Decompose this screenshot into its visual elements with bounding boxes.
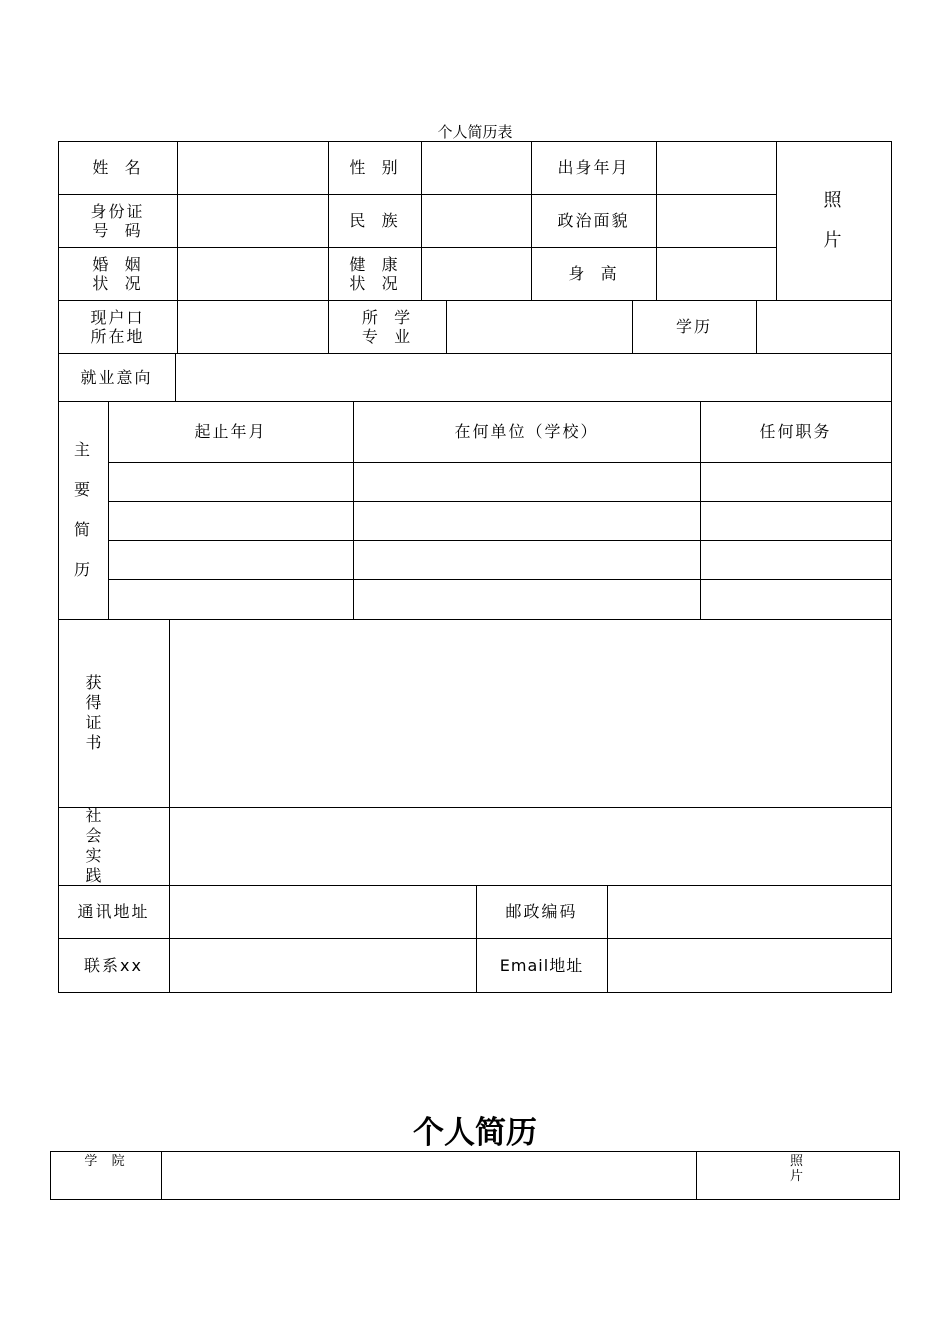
table-line bbox=[656, 141, 657, 301]
table-line bbox=[446, 300, 447, 354]
label-social-practice: 社 会 实 践 bbox=[85, 806, 104, 885]
label-id-number bbox=[58, 194, 177, 247]
label-hukou-line1: 现户口 bbox=[90, 307, 145, 327]
table-line bbox=[108, 462, 892, 463]
label-id-line2: 号 码 bbox=[92, 220, 143, 240]
second-form-title: 个人简历 bbox=[413, 1115, 537, 1151]
label-hukou bbox=[58, 300, 177, 353]
label-email: Email地址 bbox=[499, 955, 584, 975]
table-line bbox=[58, 619, 892, 620]
label-photo-2: 照 片 bbox=[789, 1154, 805, 1184]
label-major-line2: 专 业 bbox=[361, 326, 413, 346]
table-line bbox=[58, 938, 892, 939]
label-hukou-line2: 所在地 bbox=[90, 326, 145, 346]
table-line bbox=[161, 1151, 162, 1200]
label-main-history: 主 要 简 历 bbox=[73, 440, 92, 579]
table-line bbox=[58, 885, 892, 886]
table-line bbox=[175, 353, 176, 402]
table-line bbox=[177, 141, 178, 354]
label-marital bbox=[58, 247, 177, 300]
table-line bbox=[421, 141, 422, 301]
label-id-line1: 身份证 bbox=[90, 201, 145, 221]
table-line bbox=[607, 885, 608, 993]
label-address: 通讯地址 bbox=[77, 902, 150, 921]
table-line bbox=[58, 141, 892, 142]
label-contact: 联系xx bbox=[84, 955, 143, 975]
table-line bbox=[58, 300, 892, 301]
label-health-line1: 健 康 bbox=[349, 254, 400, 274]
table-line bbox=[108, 540, 892, 541]
label-name: 姓 名 bbox=[92, 158, 143, 177]
label-health bbox=[328, 247, 421, 300]
table-line bbox=[108, 501, 892, 502]
header-position: 任何职务 bbox=[759, 422, 832, 441]
header-organization: 在何单位（学校） bbox=[454, 422, 599, 441]
header-period: 起止年月 bbox=[194, 422, 267, 441]
table-line bbox=[58, 807, 892, 808]
label-height: 身 高 bbox=[568, 264, 619, 283]
label-photo: 照 片 bbox=[823, 190, 844, 251]
table-line bbox=[899, 1151, 900, 1200]
label-postcode: 邮政编码 bbox=[505, 902, 578, 921]
label-ethnicity: 民 族 bbox=[349, 211, 400, 230]
label-job-intent: 就业意向 bbox=[80, 367, 153, 387]
label-health-line2: 状 况 bbox=[349, 273, 400, 293]
label-birth: 出身年月 bbox=[557, 158, 630, 177]
table-line bbox=[58, 353, 892, 354]
document-title: 个人简历表 bbox=[437, 123, 513, 141]
label-marital-line2: 状 况 bbox=[92, 273, 143, 293]
table-line bbox=[756, 300, 757, 354]
label-political: 政治面貌 bbox=[557, 211, 630, 230]
table-line bbox=[108, 579, 892, 580]
table-line bbox=[891, 141, 892, 993]
table-line bbox=[169, 619, 170, 993]
label-college: 学 院 bbox=[84, 1154, 127, 1169]
label-major-line1: 所 学 bbox=[361, 307, 413, 327]
label-major bbox=[328, 300, 446, 353]
label-marital-line1: 婚 姻 bbox=[92, 254, 143, 274]
table-line bbox=[58, 992, 892, 993]
label-education: 学历 bbox=[675, 317, 712, 336]
label-certificates: 获 得 证 书 bbox=[85, 673, 104, 752]
label-gender: 性 别 bbox=[349, 158, 400, 177]
